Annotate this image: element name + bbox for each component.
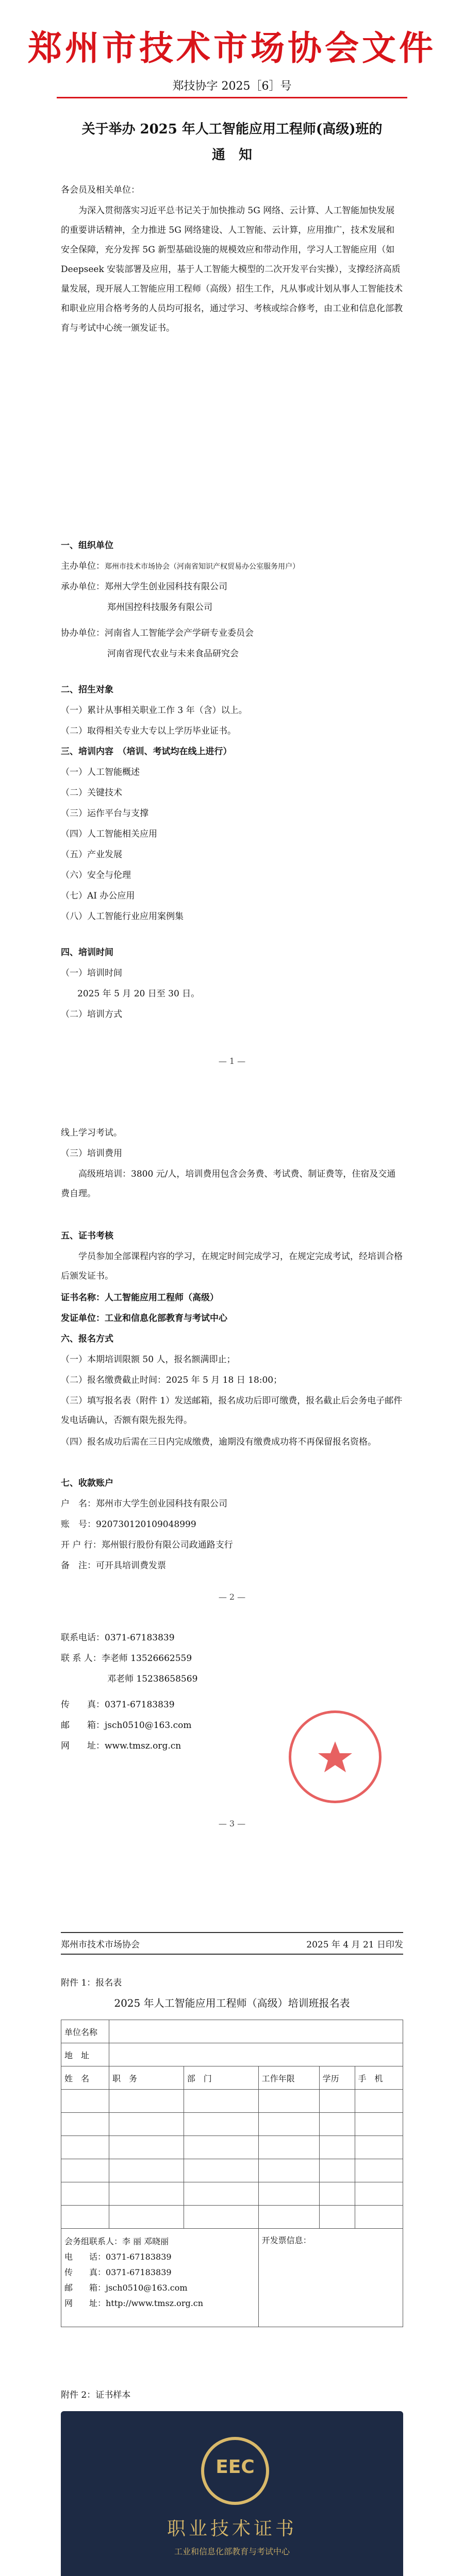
footer-date: 2025 年 4 月 21 日印发 <box>306 1940 403 1950</box>
cert-issuer-label: 发证单位： <box>61 1313 105 1324</box>
reg-item-3: （三）填写报名表（附件 1）发送邮箱，报名成功后即可缴费，报名截止后会务电子邮件发电话确认，否额有限先报先得。 <box>61 1396 403 1426</box>
person-2: 邓老师 15238658569 <box>107 1674 198 1684</box>
content-item: （一）人工智能概述 <box>61 767 140 777</box>
phone-label: 联系电话： <box>61 1633 105 1643</box>
email-label: 邮 箱： <box>61 1720 105 1731</box>
cert-name: 人工智能应用工程师（高级） <box>105 1293 219 1303</box>
time-item-2: （二）培训方式 <box>61 1009 122 1020</box>
content-item: （七）AI 办公应用 <box>61 891 135 901</box>
certificate-cover <box>61 2411 403 2576</box>
acct-bank-label: 开 户 行： <box>61 1540 102 1550</box>
footer-org: 郑州市技术市场协会 <box>61 1940 140 1950</box>
attachment1-title: 2025 年人工智能应用工程师（高级）培训班报名表 <box>114 1997 350 2009</box>
content-item: （四）人工智能相关应用 <box>61 829 157 839</box>
section-content-title: 三、培训内容 （培训、考试均在线上进行） <box>61 747 232 757</box>
email[interactable]: jsch0510@163.com <box>105 1720 192 1731</box>
attachment2-label: 附件 2：证书样本 <box>61 2390 131 2400</box>
table-row[interactable] <box>61 2113 403 2136</box>
acct-no-label: 账 号： <box>61 1519 96 1530</box>
reg-item-4: （四）报名成功后需在三日内完成缴费，逾期没有缴费成功将不再保留报名资格。 <box>61 1437 376 1447</box>
section-reg-title: 六、报名方式 <box>61 1334 113 1344</box>
section-target-title: 二、招生对象 <box>61 685 113 695</box>
notice-subtitle: 通 知 <box>211 147 252 163</box>
col-years: 工作年限 <box>258 2066 319 2090</box>
col-name: 姓 名 <box>61 2066 109 2090</box>
header-divider <box>57 97 407 98</box>
acct-note: 可开具培训费发票 <box>96 1561 166 1571</box>
fee-text: 高级班培训：3800 元/人，培训费用包含会务费、考试费、制证费等，住宿及交通费自理。 <box>61 1169 396 1199</box>
content-item: （三）运作平台与支撑 <box>61 808 148 819</box>
contact-line: 网 址：http://www.tmsz.org.cn <box>64 2298 204 2308</box>
col-dept: 部 门 <box>184 2066 258 2090</box>
co-organizer-2: 河南省现代农业与未来食品研究会 <box>107 649 239 659</box>
co-organizer-1: 河南省人工智能学会产学研专业委员会 <box>105 628 254 638</box>
target-item-2: （二）取得相关专业大专以上学历毕业证书。 <box>61 726 236 736</box>
acct-name: 郑州市大学生创业园科技有限公司 <box>96 1499 227 1509</box>
acct-bank: 郑州银行股份有限公司政通路支行 <box>101 1540 233 1550</box>
page-number-2: — 2 — <box>218 1592 246 1602</box>
notice-page-2 <box>0 1855 464 2576</box>
contact-line: 电 话：0371-67183839 <box>64 2252 172 2262</box>
organizer-label: 承办单位： <box>61 582 105 592</box>
contact-line: 传 真：0371-67183839 <box>64 2267 172 2277</box>
phone: 0371-67183839 <box>105 1633 175 1643</box>
method-text: 线上学习考试。 <box>61 1128 122 1138</box>
content-item: （六）安全与伦理 <box>61 870 131 880</box>
unit-label: 单位名称 <box>61 2020 109 2043</box>
invoice-cell[interactable] <box>258 2229 403 2327</box>
contact-line: 会务组联系人：李 丽 邓晓丽 <box>64 2236 169 2246</box>
official-seal <box>289 1710 382 1803</box>
time-value: 2025 年 5 月 20 日至 30 日。 <box>77 989 200 999</box>
acct-no: 920730120109048999 <box>96 1519 196 1530</box>
seal-star-icon <box>291 1713 379 1801</box>
content-item: （二）关键技术 <box>61 788 122 798</box>
co-label: 协办单位： <box>61 628 105 638</box>
content-item: （八）人工智能行业应用案例集 <box>61 911 184 922</box>
footer-divider-bottom <box>61 1954 403 1955</box>
organizer-1: 郑州大学生创业园科技有限公司 <box>105 582 227 592</box>
reg-item-2: （二）报名缴费截止时间：2025 年 5 月 18 日 18:00； <box>61 1375 283 1385</box>
fax: 0371-67183839 <box>105 1700 175 1710</box>
fee-label: （三）培训费用 <box>61 1148 122 1159</box>
contact-line: 邮 箱：jsch0510@163.com <box>64 2283 188 2293</box>
doc-number: 郑技协字 2025［6］号 <box>172 80 292 93</box>
unit-field[interactable] <box>109 2020 403 2043</box>
section-org-title: 一、组织单位 <box>61 540 113 551</box>
eec-logo-text: EEC <box>216 2456 255 2478</box>
table-row[interactable] <box>61 2136 403 2159</box>
col-edu: 学历 <box>319 2066 355 2090</box>
salutation: 各会员及相关单位： <box>61 185 140 195</box>
fax-label: 传 真： <box>61 1700 105 1710</box>
cert-cover-sub: 工业和信息化部教育与考试中心 <box>174 2547 290 2556</box>
host-label: 主办单位： <box>61 561 105 571</box>
section-acct-title: 七、收款账户 <box>61 1478 113 1488</box>
invoice-label: 开发票信息： <box>261 2235 311 2245</box>
intro-paragraph: 为深入贯彻落实习近平总书记关于加快推动 5G 网络、云计算、人工智能加快发展的重要讲话精神，全力推进 5G 网络建设、人工智能、云计算，应用推广，技术发展和安全保障，充分发挥 5G 新型基础设施的规模效应和带动作用，学习人工智能应用（如 Deepseek 安装部署及应用，基于人工智能大模型的二次开发平台实操），支撑经济高质量发展，现开展人工智能应用工程师（高级）招生工作，凡从事或计划从事人工智能技术和职业应用合格考务的人员均可报名，通过学习、考核或综合修考，由工业和信息化部教育与考试中心统一颁发证书。 <box>61 206 403 333</box>
section-cert-title: 五、证书考核 <box>61 1231 113 1241</box>
eec-logo-icon <box>201 2437 269 2505</box>
col-title: 职 务 <box>109 2066 184 2090</box>
organizer-2: 郑州国控科技服务有限公司 <box>107 602 212 613</box>
attachment1-label: 附件 1：报名表 <box>61 1978 122 1988</box>
page-number-3: — 3 — <box>218 1819 246 1828</box>
web-label: 网 址： <box>61 1741 105 1751</box>
time-item-1: （一）培训时间 <box>61 968 122 978</box>
col-phone: 手 机 <box>355 2066 403 2090</box>
page-number-1: — 1 — <box>218 1056 246 1066</box>
contact-cell <box>61 2229 259 2327</box>
reg-item-1: （一）本期培训限额 50 人，报名额满即止； <box>61 1354 236 1365</box>
footer-divider-top <box>61 1932 403 1933</box>
target-item-1: （一）累计从事相关职业工作 3 年（含）以上。 <box>61 705 247 716</box>
person-1: 李老师 13526662559 <box>101 1653 192 1664</box>
cert-name-label: 证书名称： <box>61 1293 105 1303</box>
host-value: 郑州市技术市场协会（河南省知识产权贸易办公室服务用户） <box>105 563 300 571</box>
cert-text: 学员参加全部课程内容的学习，在规定时间完成学习，在规定完成考试，经培训合格后颁发证书。 <box>61 1251 403 1281</box>
notice-title: 关于举办 2025 年人工智能应用工程师(高级)班的 <box>81 122 383 137</box>
footer-row <box>61 1937 403 1950</box>
org-header-title: 郑州市技术市场协会文件 <box>28 28 436 68</box>
addr-field[interactable] <box>109 2043 403 2066</box>
web-link[interactable]: www.tmsz.org.cn <box>105 1741 181 1751</box>
person-label: 联 系 人： <box>61 1653 102 1664</box>
table-row[interactable] <box>61 2206 403 2229</box>
acct-name-label: 户 名： <box>61 1499 96 1509</box>
registration-table <box>61 2020 403 2327</box>
cert-issuer: 工业和信息化部教育与考试中心 <box>105 1313 227 1324</box>
table-row[interactable] <box>61 2090 403 2113</box>
table-row[interactable] <box>61 2159 403 2182</box>
addr-label: 地 址 <box>61 2043 109 2066</box>
cert-cover-title: 职业技术证书 <box>167 2518 297 2539</box>
table-row[interactable] <box>61 2182 403 2206</box>
acct-note-label: 备 注： <box>61 1561 96 1571</box>
section-time-title: 四、培训时间 <box>61 947 113 958</box>
content-item: （五）产业发展 <box>61 850 122 860</box>
